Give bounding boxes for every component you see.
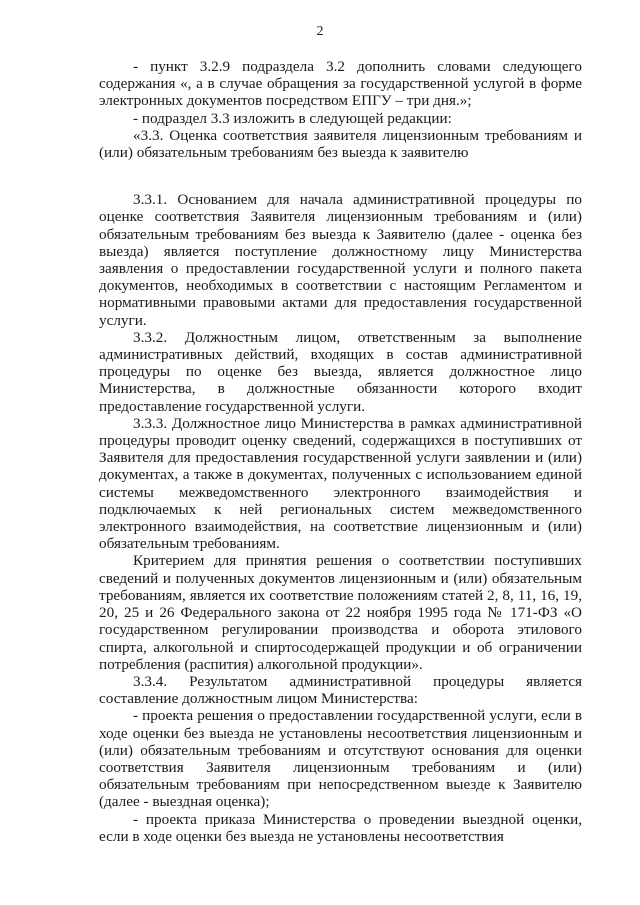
paragraph-amend-3-2-9: - пункт 3.2.9 подраздела 3.2 дополнить словами следующего содержания «, а в случае обращения за государственной услугой в форме электронных документов посредством ЕПГУ – три дня.»; <box>99 58 582 110</box>
paragraph-3-3-2: 3.3.2. Должностным лицом, ответственным за выполнение административных действий, входящих в состав административной процедуры по оценке без выезда, является должностное лицо Министерства, в должностные обязанности которого входит предоставление государственной услуги. <box>99 328 582 415</box>
page-number: 2 <box>316 24 324 39</box>
section-heading-3-3: «3.3. Оценка соответствия заявителя лицензионным требованиям и (или) обязательным требованиям без выезда к заявителю <box>99 126 582 162</box>
list-item-order-draft: - проекта приказа Министерства о проведении выездной оценки, если в ходе оценки без выезда не установлены несоответствия <box>99 810 582 845</box>
paragraph-3-3-3: 3.3.3. Должностное лицо Министерства в рамках административной процедуры проводит оценку сведений, содержащихся в поступивших от Заявителя для предоставления государственной услуги заявлении и (или) документах, а также в документах, полученных с использованием единой системы межведомственного электронного взаимодействия и подключаемых к ней региональных систем межведомственного электронного взаимодействия, на соответствие лицензионным и (или) обязательным требованиям. <box>99 414 582 553</box>
paragraph-3-3-1: 3.3.1. Основанием для начала административной процедуры по оценке соответствия Заявителя лицензионным требованиям и (или) обязательным требованиям без выезда к Заявителю (далее - оценка без выезда) является поступление должностному лицу Министерства заявления о предоставлении государственной услуги и полного пакета документов, необходимых в соответствии с настоящим Регламентом и нормативными правовыми актами для предоставления государственной услуги. <box>99 191 582 329</box>
paragraph-amend-3-3: - подраздел 3.3 изложить в следующей редакции: <box>133 109 452 127</box>
list-item-decision-draft: - проекта решения о предоставлении государственной услуги, если в ходе оценки без выезда не установлены несоответствия лицензионным и (или) обязательным требованиям и отсутствуют основания для оценки соответствия Заявителя лицензионным требованиям и (или) обязательным требованиям при непосредственном выезде к Заявителю (далее - выездная оценка); <box>99 707 582 811</box>
paragraph-3-3-4: 3.3.4. Результатом административной процедуры является составление должностным лицом Министерства: <box>99 672 582 708</box>
section-spacer <box>99 161 582 191</box>
paragraph-criterion: Критерием для принятия решения о соответствии поступивших сведений и полученных документов лицензионным и (или) обязательным требованиям, является их соответствие положениям статей 2, 8, 11, 16, 19, 20, 25 и 26 Федерального закона от 22 ноября 1995 года № 171-ФЗ «О государственном регулировании производства и оборота этилового спирта, алкогольной и спиртосодержащей продукции и об ограничении потребления (распития) алкогольной продукции». <box>99 552 582 673</box>
document-body <box>99 58 582 845</box>
